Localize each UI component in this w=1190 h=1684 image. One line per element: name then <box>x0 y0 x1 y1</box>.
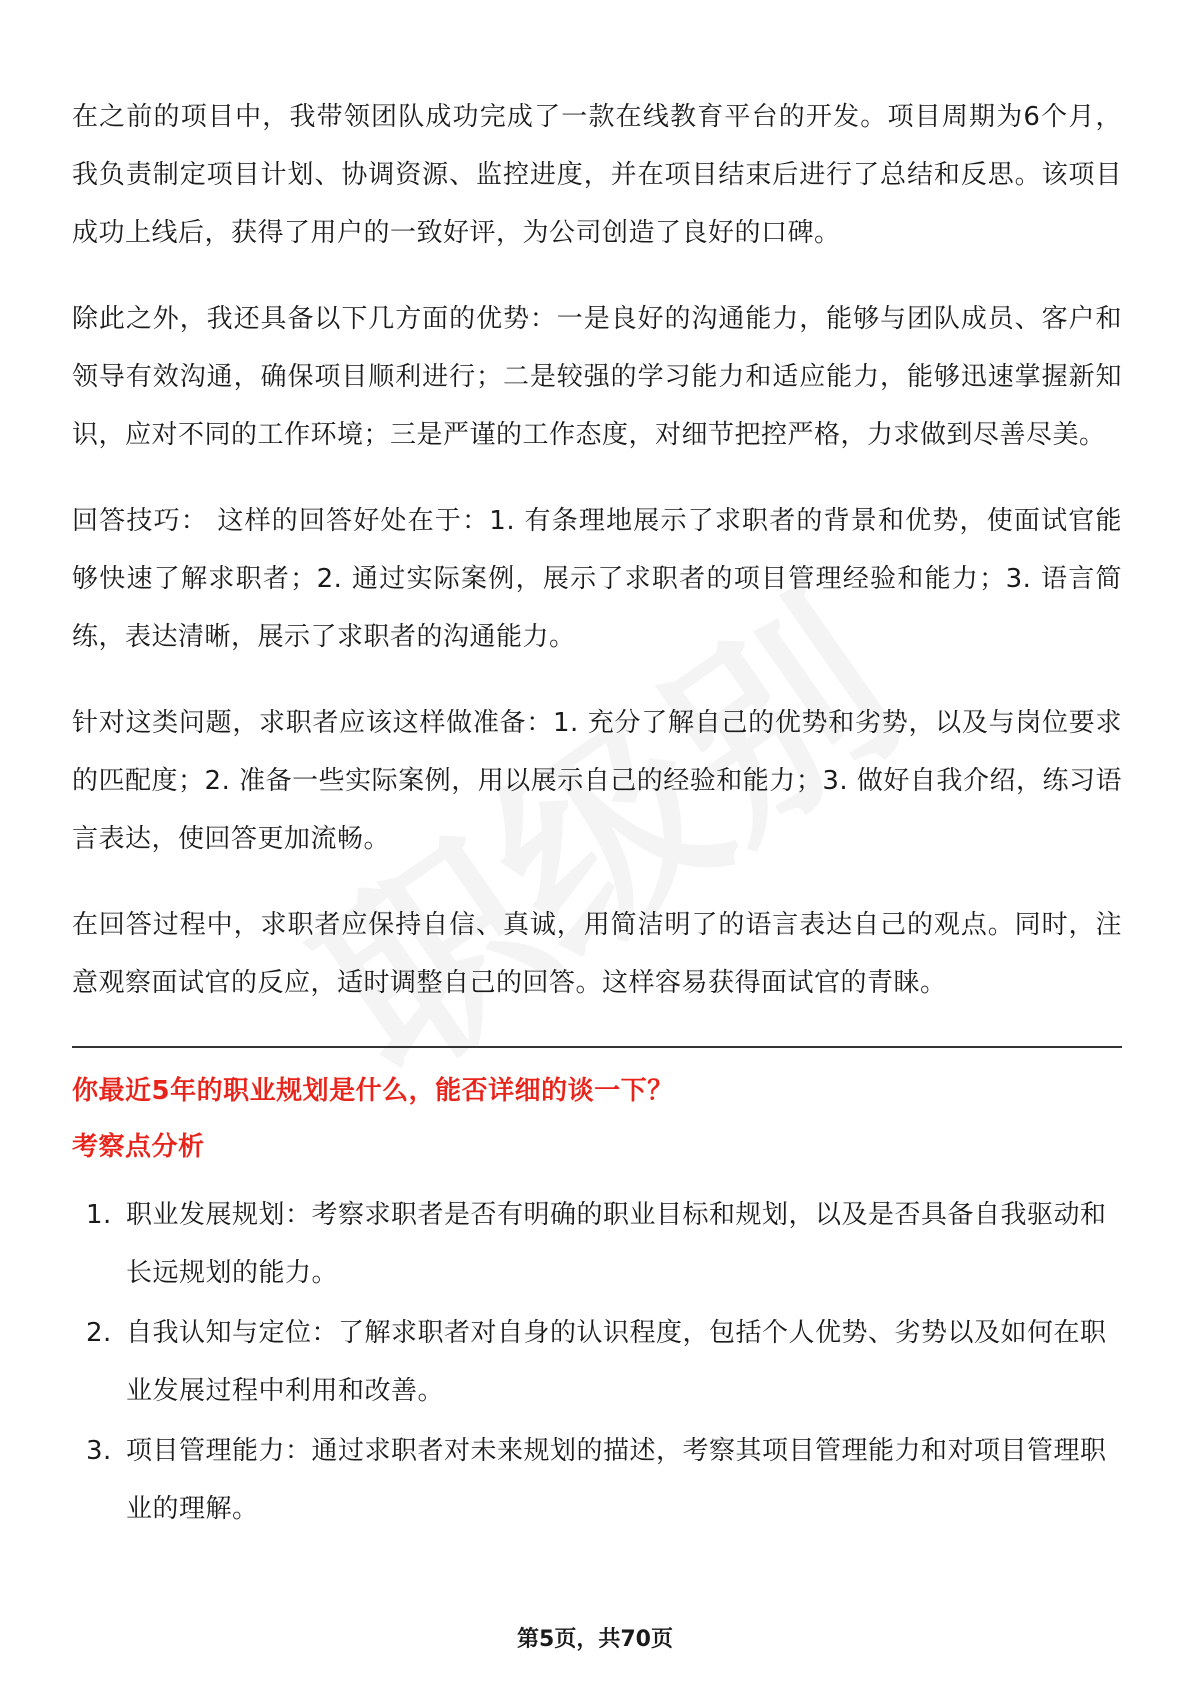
paragraph-answer-process: 在回答过程中，求职者应保持自信、真诚，用简洁明了的语言表达自己的观点。同时，注意观察面试官的反应，适时调整自己的回答。这样容易获得面试官的青睐。 <box>72 910 1122 998</box>
paragraph-project-experience: 在之前的项目中，我带领团队成功完成了一款在线教育平台的开发。项目周期为6个月，我负责制定项目计划、协调资源、监控进度，并在项目结束后进行了总结和反思。该项目成功上线后，获得了用户的一致好评，为公司创造了良好的口碑。 <box>72 102 1122 248</box>
list-item-number: 3. <box>86 1436 112 1466</box>
list-item-number: 2. <box>86 1318 112 1348</box>
list-item <box>72 1304 1122 1420</box>
list-item <box>72 1186 1122 1302</box>
list-item-text: 项目管理能力：通过求职者对未来规划的描述，考察其项目管理能力和对项目管理职业的理解。 <box>126 1436 1107 1524</box>
list-item-number: 1. <box>86 1200 112 1230</box>
page-footer: 第5页，共70页 <box>517 1627 673 1652</box>
paragraph-answer-tips: 回答技巧： 这样的回答好处在于：1. 有条理地展示了求职者的背景和优势，使面试官能够快速了解求职者；2. 通过实际案例，展示了求职者的项目管理经验和能力；3. 语言简练，表达清晰，展示了求职者的沟通能力。 <box>72 506 1122 652</box>
list-item-text: 自我认知与定位：了解求职者对自身的认识程度，包括个人优势、劣势以及如何在职业发展过程中利用和改善。 <box>126 1318 1107 1406</box>
question-heading: 你最近5年的职业规划是什么，能否详细的谈一下？ <box>72 1076 674 1106</box>
list-item-text: 职业发展规划：考察求职者是否有明确的职业目标和规划，以及是否具备自我驱动和长远规划的能力。 <box>126 1200 1107 1288</box>
analysis-list <box>72 1186 1122 1538</box>
analysis-subheading: 考察点分析 <box>72 1132 205 1162</box>
paragraph-preparation: 针对这类问题，求职者应该这样做准备：1. 充分了解自己的优势和劣势，以及与岗位要求的匹配度；2. 准备一些实际案例，用以展示自己的经验和能力；3. 做好自我介绍，练习语言表达，使回答更加流畅。 <box>72 708 1122 854</box>
paragraph-strengths: 除此之外，我还具备以下几方面的优势：一是良好的沟通能力，能够与团队成员、客户和领导有效沟通，确保项目顺利进行；二是较强的学习能力和适应能力，能够迅速掌握新知识，应对不同的工作环境；三是严谨的工作态度，对细节把控严格，力求做到尽善尽美。 <box>72 304 1122 450</box>
page-content <box>72 88 1122 1540</box>
list-item <box>72 1422 1122 1538</box>
section-divider <box>72 1046 1122 1048</box>
